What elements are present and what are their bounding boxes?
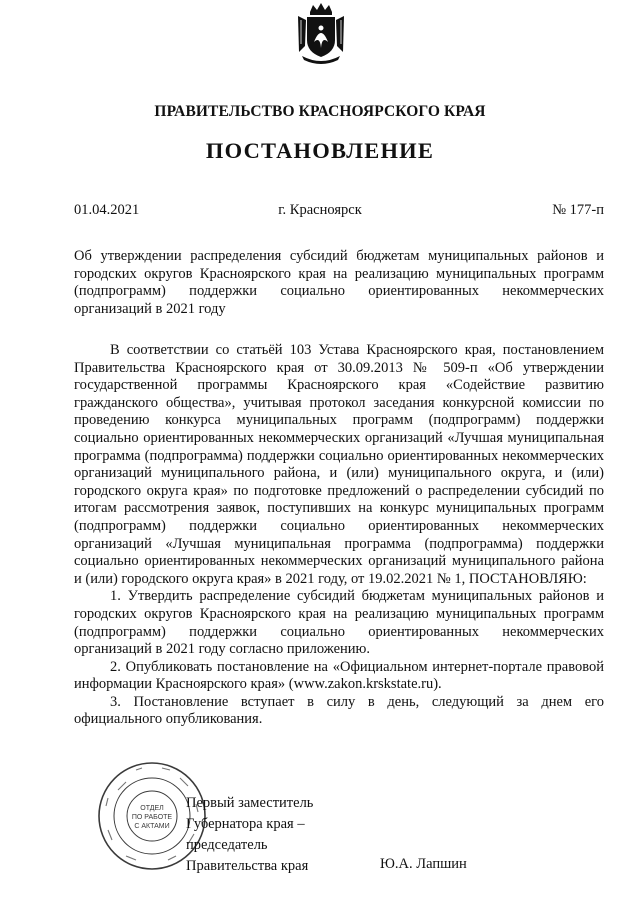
signer-line-1: Первый заместитель — [186, 795, 314, 811]
document-city: г. Красноярск — [278, 202, 362, 218]
signer-line-2: Губернатора края – — [186, 816, 305, 832]
stamp-text-line2: ПО РАБОТЕ — [131, 814, 173, 821]
document-body — [74, 342, 604, 729]
stamp-text-line3: С АКТАМИ — [134, 823, 170, 830]
government-title: ПРАВИТЕЛЬСТВО КРАСНОЯРСКОГО КРАЯ — [154, 103, 486, 120]
signer-position — [186, 793, 313, 877]
signer-name: Ю.А. Лапшин — [380, 856, 467, 872]
item-2-paragraph: 2. Опубликовать постановление на «Официальном интернет-портале правовой информации Красноярского края» (www.zakon.krskstate.ru). — [74, 658, 604, 693]
item-1-paragraph: 1. Утвердить распределение субсидий бюджетам муниципальных районов и городских округов Красноярского края на реализацию муниципальных программ (подпрограмм) поддержки социально ориентированных некоммерческих организаций в 2021 году согласно приложению. — [74, 588, 604, 658]
document-subject: Об утверждении распределения субсидий бюджетам муниципальных районов и городских округов Красноярского края на реализацию муниципальных программ (подпрограмм) поддержки социально ориентированных некоммерческих организаций в 2021 году — [74, 248, 604, 317]
document-type-title: ПОСТАНОВЛЕНИЕ — [205, 138, 435, 163]
signer-line-3: председатель — [186, 837, 268, 853]
document-date: 01.04.2021 — [74, 202, 140, 218]
coat-of-arms-icon — [296, 2, 346, 66]
preamble-paragraph: В соответствии со статьёй 103 Устава Красноярского края, постановлением Правительства Красноярского края от 30.09.2013 № 509-п «Об утверждении государственной программы Красноярского края «Содействие развитию гражданского общества», учитывая протокол заседания конкурсной комиссии по проведению конкурса муниципальных программ (подпрограмм) поддержки социально ориентированных некоммерческих организаций «Лучшая муниципальная программа (подпрограмма) поддержки социально ориентированных некоммерческих организаций муниципального района, и (или) муниципального округа, и (или) городского округа края» по подготовке предложений о распределении субсидий по итогам рассмотрения заявок, поступивших на конкурс муниципальных программ (подпрограмм) поддержки социально ориентированных некоммерческих организаций «Лучшая муниципальная программа (подпрограмма) поддержки социально ориентированных некоммерческих организаций муниципального района и (или) городского округа края» в 2021 году, от 19.02.2021 № 1, ПОСТАНОВЛЯЮ: — [74, 342, 604, 587]
document-number: № 177-п — [552, 202, 604, 218]
signer-line-4: Правительства края — [186, 858, 309, 874]
item-3-paragraph: 3. Постановление вступает в силу в день, следующий за днем его официального опубликования. — [74, 693, 604, 728]
stamp-text-line1: ОТДЕЛ — [140, 805, 164, 812]
